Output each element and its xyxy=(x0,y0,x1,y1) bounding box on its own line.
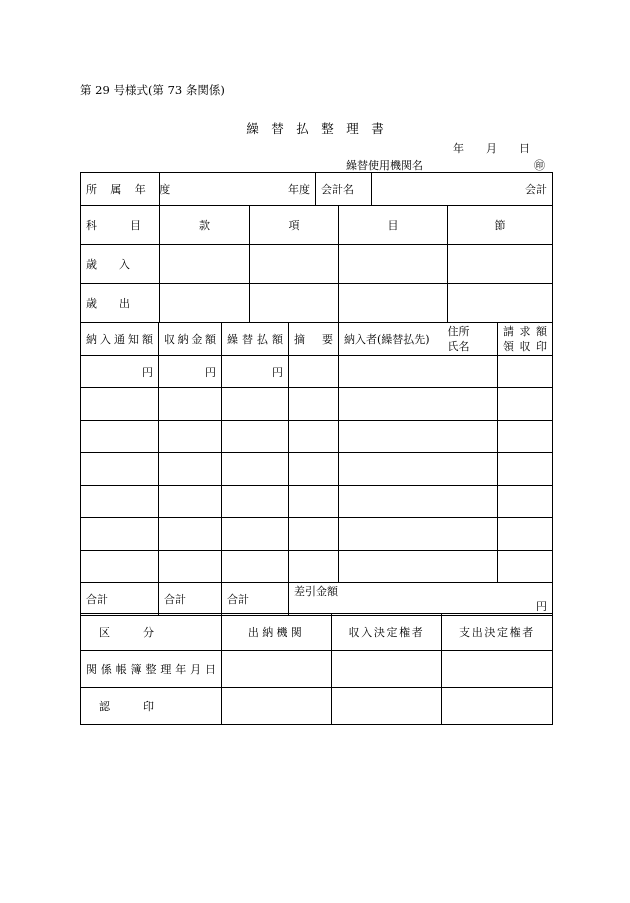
revenue-setsu-cell[interactable] xyxy=(448,245,553,284)
table-row xyxy=(81,551,553,583)
difference-cell[interactable] xyxy=(289,583,553,616)
header-receipt-seal: 領収印 xyxy=(503,340,547,353)
seal-label: 認 印 xyxy=(81,688,222,725)
header-cashier: 出納機関 xyxy=(222,614,332,651)
subject-label: 科 目 xyxy=(81,206,160,245)
payment-amount-cell[interactable] xyxy=(222,453,289,486)
claim-cell[interactable] xyxy=(498,453,553,486)
difference-label: 差引金額 xyxy=(294,585,338,598)
cashier-date-cell[interactable] xyxy=(222,651,332,688)
division-label: 区 分 xyxy=(81,614,222,651)
expenditure-kou-cell[interactable] xyxy=(250,284,339,323)
payer-cell[interactable] xyxy=(339,518,498,551)
revenue-kou-cell[interactable] xyxy=(250,245,339,284)
header-payer: 納入者(繰替払先) xyxy=(339,323,443,356)
header-payment-amount: 繰替払額 xyxy=(222,323,289,356)
payment-amount-cell[interactable] xyxy=(222,486,289,518)
payer-cell[interactable] xyxy=(339,453,498,486)
header-kou: 項 xyxy=(250,206,339,245)
claim-cell[interactable] xyxy=(498,421,553,453)
summary-cell[interactable] xyxy=(289,421,339,453)
payment-amount-cell[interactable] xyxy=(222,551,289,583)
header-address-name xyxy=(443,323,498,356)
form-title: 繰 替 払 整 理 書 xyxy=(246,121,384,136)
revenue-kan-cell[interactable] xyxy=(160,245,250,284)
authority-table xyxy=(80,613,553,725)
expenditure-seal-cell[interactable] xyxy=(442,688,553,725)
ledger-date-row xyxy=(81,651,553,688)
expenditure-moku-cell[interactable] xyxy=(339,284,448,323)
payment-amount-cell[interactable] xyxy=(222,518,289,551)
classification-table xyxy=(80,205,553,323)
summary-cell[interactable] xyxy=(289,453,339,486)
expenditure-setsu-cell[interactable] xyxy=(448,284,553,323)
table-row xyxy=(81,421,553,453)
notice-amount-cell[interactable] xyxy=(81,388,159,421)
summary-cell[interactable] xyxy=(289,551,339,583)
received-amount-cell[interactable] xyxy=(159,518,222,551)
header-address: 住所 xyxy=(447,325,470,338)
notice-amount-cell[interactable] xyxy=(81,551,159,583)
payment-amount-cell[interactable]: 円 xyxy=(222,356,289,388)
fiscal-year-table xyxy=(80,172,553,206)
summary-cell[interactable] xyxy=(289,356,339,388)
account-name-field[interactable]: 会計 xyxy=(372,173,553,206)
revenue-moku-cell[interactable] xyxy=(339,245,448,284)
payer-cell[interactable] xyxy=(339,388,498,421)
notice-amount-cell[interactable] xyxy=(81,518,159,551)
revenue-label: 歳 入 xyxy=(81,245,160,284)
payment-amount-cell[interactable] xyxy=(222,421,289,453)
received-amount-cell[interactable]: 円 xyxy=(159,356,222,388)
table-row xyxy=(81,356,553,388)
totals-row xyxy=(81,583,553,616)
header-received-amount: 収納金額 xyxy=(159,323,222,356)
payment-amount-cell[interactable] xyxy=(222,388,289,421)
header-expenditure-authority: 支出決定権者 xyxy=(442,614,553,651)
expenditure-row xyxy=(81,284,553,323)
cashier-seal-cell[interactable] xyxy=(222,688,332,725)
summary-cell[interactable] xyxy=(289,388,339,421)
claim-cell[interactable] xyxy=(498,486,553,518)
header-summary: 摘 要 xyxy=(289,323,339,356)
notice-amount-cell[interactable] xyxy=(81,453,159,486)
table-row xyxy=(81,388,553,421)
claim-cell[interactable] xyxy=(498,551,553,583)
claim-cell[interactable] xyxy=(498,356,553,388)
expenditure-label: 歳 出 xyxy=(81,284,160,323)
ledger-date-label: 関係帳簿整理年月日 xyxy=(81,651,222,688)
received-amount-cell[interactable] xyxy=(159,388,222,421)
fiscal-year-field[interactable]: 年度 xyxy=(160,173,316,206)
expenditure-kan-cell[interactable] xyxy=(160,284,250,323)
expenditure-date-cell[interactable] xyxy=(442,651,553,688)
received-amount-cell[interactable] xyxy=(159,421,222,453)
seal-mark: ㊞ xyxy=(534,159,545,172)
notice-amount-cell[interactable] xyxy=(81,421,159,453)
received-total-cell[interactable]: 合計 xyxy=(159,583,222,616)
seal-row xyxy=(81,688,553,725)
notice-amount-cell[interactable] xyxy=(81,486,159,518)
summary-cell[interactable] xyxy=(289,486,339,518)
payment-table xyxy=(80,322,553,616)
summary-cell[interactable] xyxy=(289,518,339,551)
fiscal-year-label: 所 属 年 度 xyxy=(81,173,160,206)
header-revenue-authority: 収入決定権者 xyxy=(332,614,442,651)
header-claim: 請求額 xyxy=(503,325,547,338)
payer-cell[interactable] xyxy=(339,486,498,518)
revenue-row xyxy=(81,245,553,284)
header-moku: 目 xyxy=(339,206,448,245)
table-row xyxy=(81,453,553,486)
account-name-label: 会計名 xyxy=(316,173,372,206)
received-amount-cell[interactable] xyxy=(159,486,222,518)
revenue-date-cell[interactable] xyxy=(332,651,442,688)
header-notice-amount: 納入通知額 xyxy=(81,323,159,356)
payment-total-cell[interactable]: 合計 xyxy=(222,583,289,616)
payer-cell[interactable] xyxy=(339,356,498,388)
notice-total-cell[interactable]: 合計 xyxy=(81,583,159,616)
header-name: 氏名 xyxy=(447,340,470,353)
header-claim-receipt xyxy=(498,323,553,356)
received-amount-cell[interactable] xyxy=(159,551,222,583)
date-line: 年 月 日 xyxy=(453,142,530,155)
form-number: 第 29 号様式(第 73 条関係) xyxy=(80,83,225,97)
received-amount-cell[interactable] xyxy=(159,453,222,486)
claim-cell[interactable] xyxy=(498,388,553,421)
table-row xyxy=(81,518,553,551)
header-setsu: 節 xyxy=(448,206,553,245)
table-row xyxy=(81,486,553,518)
notice-amount-cell[interactable]: 円 xyxy=(81,356,159,388)
agency-label: 繰替使用機関名 xyxy=(346,159,423,172)
header-kan: 款 xyxy=(160,206,250,245)
payer-cell[interactable] xyxy=(339,421,498,453)
claim-cell[interactable] xyxy=(498,518,553,551)
revenue-seal-cell[interactable] xyxy=(332,688,442,725)
payer-cell[interactable] xyxy=(339,551,498,583)
difference-yen: 円 xyxy=(536,600,547,613)
